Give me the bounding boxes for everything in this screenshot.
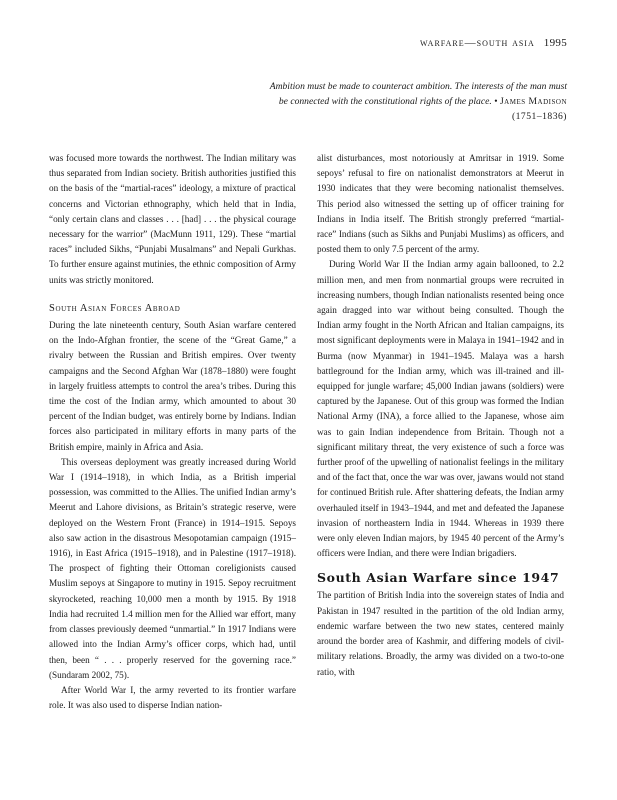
epigraph bbox=[267, 79, 567, 124]
paragraph: This overseas deployment was greatly increased during World War I (1914–1918), in which India, as a British imperial possession, was committed to the Allies. The unified Indian army’s Meerut and Lahore divisions, as Britain’s strategic reserve, were deployed on the Western Front (France) in 1914–1915. Sepoys also saw action in the disastrous Mesopotamian campaign (1915–1916), in East Africa (1915–1918), and in Palestine (1917–1918). The prospect of fighting their Ottoman coreligionists caused Muslim sepoys at Singapore to mutiny in 1915. Sepoy recruitment skyrocketed, reaching 10,000 men a month by 1915. By 1918 India had recruited 1.4 million men for the Allied war effort, many from classes previously deemed “unmartial.” In 1917 Indians were allowed into the Indian Army’s officer corps, which had, until then, been “ . . . properly reserved for the governing race.” (Sundaram 2002, 75). bbox=[49, 456, 296, 680]
page-number: 1995 bbox=[543, 37, 567, 49]
paragraph: After World War I, the army reverted to its frontier warfare role. It was also used to disperse Indian nation- bbox=[49, 684, 296, 711]
left-column bbox=[49, 151, 296, 713]
section-heading: South Asian Warfare since 1947 bbox=[317, 570, 560, 586]
epigraph-attribution: James Madison (1751–1836) bbox=[499, 96, 567, 122]
paragraph: During World War II the Indian army again ballooned, to 2.2 million men, and men from nonmartial groups were recruited in increasing numbers, though Indian nationalists resented being once again dragged into war without being consulted. Though the Indian army fought in the North African and Italian campaigns, its most significant deployments were in Malaya in 1941–1942 and in Burma (now Myanmar) in 1941–1945. Malaya was a harsh battleground for the Indian army, which was ill-trained and ill-equipped for jungle warfare; 45,000 Indian jawans (soldiers) were captured by the Japanese. Out of this group was formed the Indian National Army (INA), a force allied to the Japanese, whose aim was to gain Indian independence from Britain. Though not a significant military threat, the very existence of such a force was further proof of the upwelling of nationalist feelings in the military and of the fact that, once the war was over, jawans would not stand for continued British rule. After shattering defeats, the Indian army overhauled itself in 1943–1944, and met and defeated the Japanese invasion of northeastern India in 1944. Whereas in 1939 there were only eleven Indian majors, by 1945 40 percent of the Army’s officers were Indian, and there were Indian brigadiers. bbox=[317, 259, 564, 559]
paragraph: was focused more towards the northwest. The Indian military was thus separated from Indian society. British authorities justified this on the basis of the “martial-races” ideology, a mixture of practical concerns and Victorian ethnography, which held that in India, “only certain clans and classes . . . [had] . . . the physical courage necessary for the warrior” (MacMunn 1911, 129). These “martial races” included Sikhs, “Punjabi Musalmans” and Nepali Gurkhas. To further ensure against mutinies, the ethnic composition of Army units was strictly monitored. bbox=[49, 153, 296, 285]
running-head bbox=[420, 37, 567, 49]
paragraph: The partition of British India into the sovereign states of India and Pakistan in 1947 resulted in the partition of the old Indian army, endemic warfare between the two new states, centered mainly around the border area of Kashmir, and differing models of civil-military relations. Broadly, the army was divided on a two-to-one ratio, with bbox=[317, 590, 564, 677]
right-column bbox=[317, 151, 564, 680]
section-heading: South Asian Forces Abroad bbox=[49, 302, 181, 314]
epigraph-bullet: • bbox=[494, 96, 498, 107]
paragraph: During the late nineteenth century, South Asian warfare centered on the Indo-Afghan frontier, the scene of the “Great Game,” a rivalry between the Russian and British empires. Over twenty campaigns and the Second Afghan War (1878–1880) were fought in largely fruitless attempts to control the area’s tribes. During this time the cost of the Indian army, which amounted to about 30 percent of the Indian budget, was entirely borne by Indians. Indian forces also participated in military efforts in many parts of the British empire, mainly in Africa and Asia. bbox=[49, 320, 296, 452]
epigraph-quote: Ambition must be made to counteract ambition. The interests of the man must be connected with the constitutional rights of the place. bbox=[269, 81, 567, 107]
paragraph: alist disturbances, most notoriously at Amritsar in 1919. Some sepoys’ refusal to fire on nationalist demonstrators at Meerut in 1930 indicates that they were becoming nationalist themselves. This period also witnessed the setting up of officer training for Indians in India itself. The British strongly preferred “martial-race” Indians (such as Sikhs and Punjabi Muslims) as officers, and posted them to only 7.5 percent of the army. bbox=[317, 153, 564, 255]
running-head-title: warfare—south asia bbox=[420, 37, 535, 49]
